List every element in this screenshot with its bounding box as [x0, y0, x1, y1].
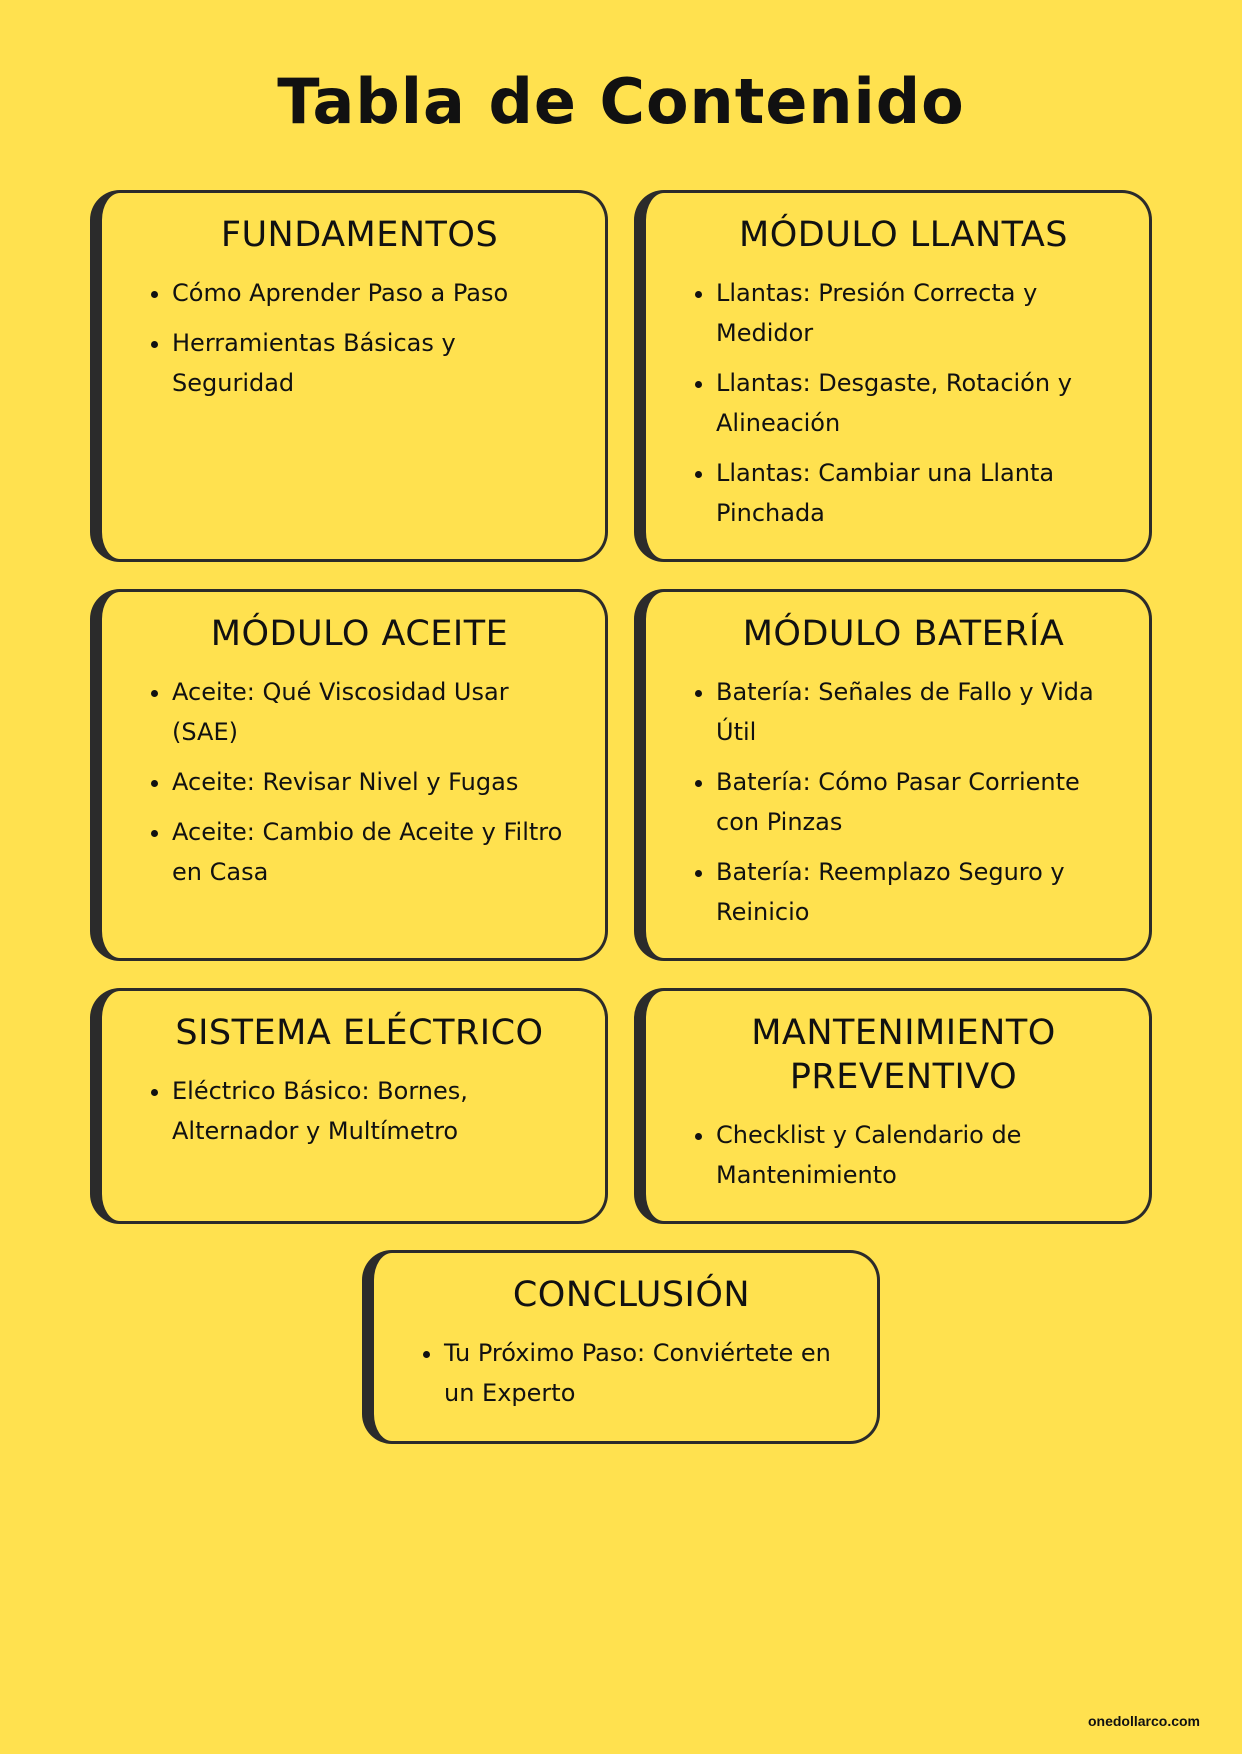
section-card-modulo-bateria	[634, 589, 1152, 961]
section-card-modulo-aceite	[90, 589, 608, 961]
section-item: • Llantas: Presión Correcta y Medidor	[716, 273, 1125, 353]
section-card-sistema-electrico	[90, 988, 608, 1224]
section-item: • Llantas: Cambiar una Llanta Pinchada	[716, 453, 1125, 533]
section-item: • Llantas: Desgaste, Rotación y Alineación	[716, 363, 1125, 443]
section-card-modulo-llantas	[634, 190, 1152, 562]
section-item: • Batería: Cómo Pasar Corriente con Pinzas	[716, 762, 1125, 842]
section-item-list	[682, 273, 1125, 533]
section-item: • Aceite: Cambio de Aceite y Filtro en Casa	[172, 812, 581, 892]
section-item-list	[682, 1115, 1125, 1195]
section-item-list	[682, 672, 1125, 932]
section-item-list	[138, 672, 581, 892]
section-title: CONCLUSIÓN	[512, 1275, 751, 1315]
section-card-conclusion	[362, 1250, 880, 1444]
section-title: MÓDULO BATERÍA	[742, 614, 1065, 654]
section-item: • Eléctrico Básico: Bornes, Alternador y Multímetro	[172, 1071, 581, 1151]
section-card-fundamentos	[90, 190, 608, 562]
section-item: • Batería: Reemplazo Seguro y Reinicio	[716, 852, 1125, 932]
section-item-list	[138, 273, 581, 403]
section-item: • Aceite: Qué Viscosidad Usar (SAE)	[172, 672, 581, 752]
section-item-list	[138, 1071, 581, 1151]
section-item: • Aceite: Revisar Nivel y Fugas	[172, 762, 581, 802]
section-card-mantenimiento-preventivo	[634, 988, 1152, 1224]
section-item: • Checklist y Calendario de Mantenimiento	[716, 1115, 1125, 1195]
section-item-list	[410, 1333, 853, 1413]
section-item: • Tu Próximo Paso: Conviértete en un Experto	[444, 1333, 853, 1413]
section-title: MANTENIMIENTO PREVENTIVO	[751, 1013, 1056, 1097]
section-title: FUNDAMENTOS	[220, 215, 499, 255]
section-title: MÓDULO ACEITE	[210, 614, 509, 654]
page-title: Tabla de Contenido	[277, 65, 965, 138]
section-item: • Cómo Aprender Paso a Paso	[172, 273, 581, 313]
section-title: SISTEMA ELÉCTRICO	[175, 1013, 544, 1053]
section-item: • Batería: Señales de Fallo y Vida Útil	[716, 672, 1125, 752]
section-title: MÓDULO LLANTAS	[739, 215, 1068, 255]
footer-brand: onedollarco.com	[1087, 1713, 1200, 1729]
section-item: • Herramientas Básicas y Seguridad	[172, 323, 581, 403]
